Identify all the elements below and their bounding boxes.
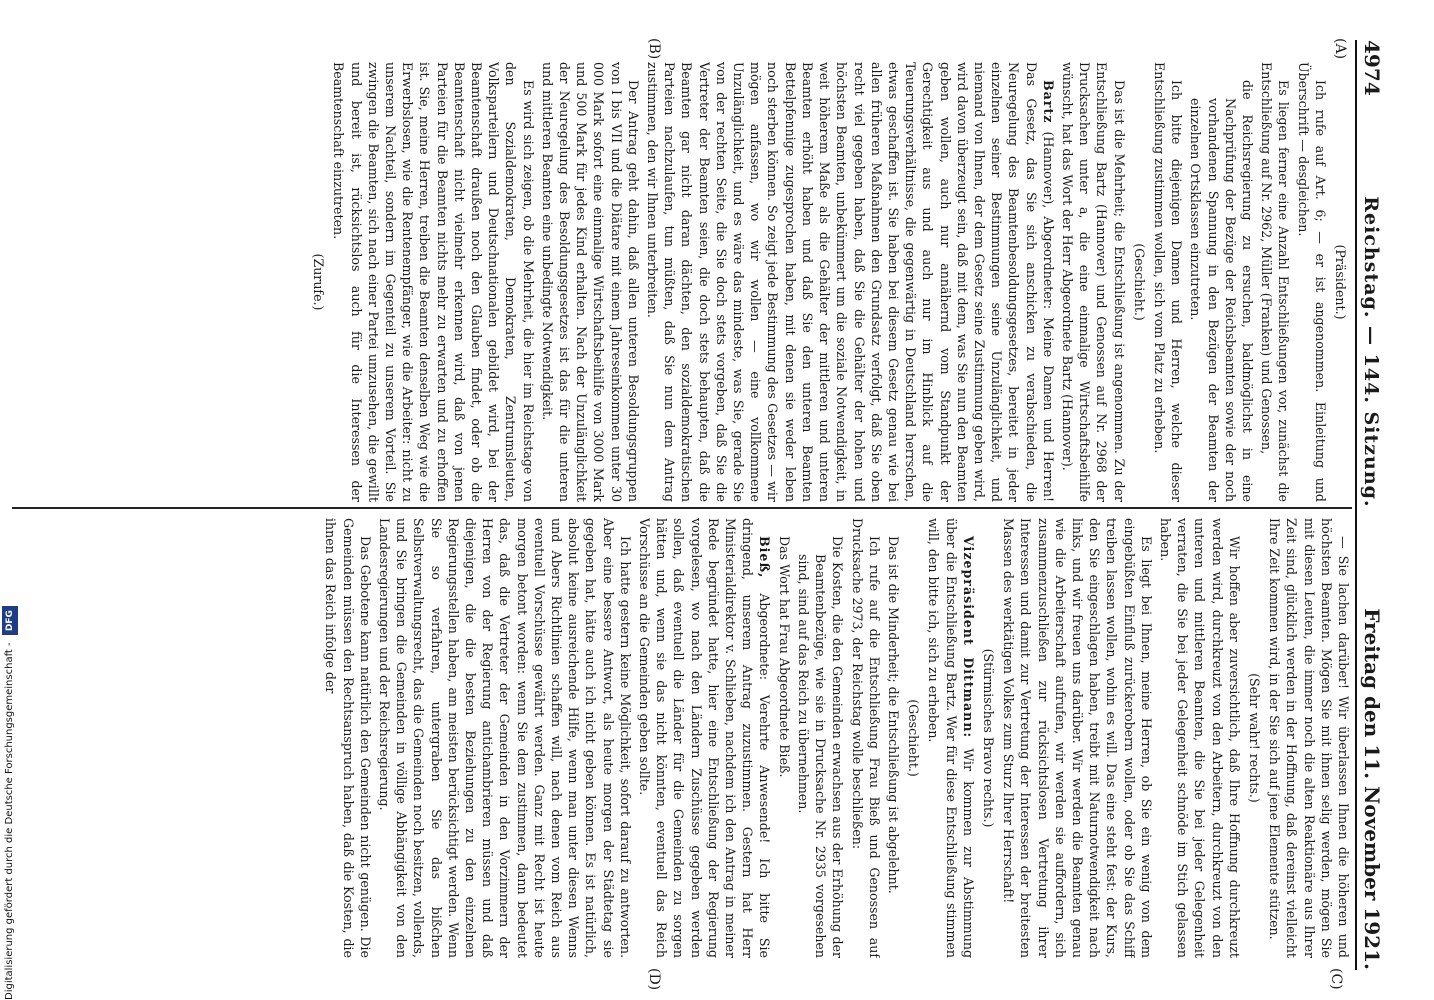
stage-direction: (Geschieht.) xyxy=(1131,243,1147,321)
right-column xyxy=(22,518,1352,958)
page-number: 4974 xyxy=(1360,40,1384,96)
left-column xyxy=(22,62,1352,502)
body-paragraph: Ich rufe auf Art. 6; — er ist angenommen. Einleitung und Überschrift — desgleichen. xyxy=(1295,62,1328,502)
margin-marker-b: (B) xyxy=(646,38,662,60)
speaker-name: Bieß, xyxy=(757,536,773,579)
body-paragraph: — Sie lachen darüber! Wir überlassen Ihnen die höheren und höchsten Beamten. Mögen Sie mit ihnen selig werden, mögen Sie mit diesen Leuten, die immer noch die alten Reaktionäre aus Ihrer Zeit sind, glücklich werden in der Hoffnung, daß dereinst vielleicht Ihre Zeit kommen wird, in der Sie sich auf jene Elemente stützen. xyxy=(1267,518,1351,958)
speaker-name: Vizepräsident Dittmann: xyxy=(960,536,976,739)
margin-marker-a: (A) xyxy=(1332,38,1348,60)
motion-text: Die Kosten, die den Gemeinden erwachsen aus der Erhöhung der Beamtenbezüge, wie sie in Drucksache Nr. 2935 vorgesehen sind, sind auf das Reich zu übernehmen. xyxy=(795,536,846,958)
motion-text: die Reichsregierung zu ersuchen, baldmöglichst in eine Nachprüfung der Bezüge der Reichsbeamten sowie der noch vorhandenen Spannung in den Bezügen der Beamten der einzelnen Ortsklassen einzutreten. xyxy=(1188,80,1255,502)
stage-direction: (Stürmisches Bravo rechts.) xyxy=(980,648,996,828)
body-paragraph: Ich bitte diejenigen Damen und Herren, welche dieser Entschließung zustimmen wollen, sich vom Platz zu erheben. xyxy=(1151,62,1185,502)
speech-paragraph xyxy=(644,62,1057,502)
body-paragraph: Wir hoffen aber zuversichtlich, daß Ihre Hoffnung durchkreuzt werden wird, durchkreuzt von den Arbeitern, durchkreuzt von den unteren und mittleren Beamten, die Sie bei jeder Gelegenheit verraten, die Sie bei jeder Gelegenheit schnöde im Stich gelassen haben. xyxy=(1157,518,1242,958)
speaker-name: Bartz xyxy=(1040,80,1056,124)
body-paragraph: Das ist die Mehrheit; die Entschließung ist angenommen. Zu der Entschließung Bartz (Hannover) und Genossen auf Nr. 2968 der Drucksachen unter a, die eine einmalige Wirtschaftsbeihilfe wünscht, hat das Wort der Herr Abgeordnete Bartz (Hannover). xyxy=(1059,62,1127,502)
page-header xyxy=(1355,40,1390,970)
body-paragraph: Der Antrag geht dahin, daß allen unteren Besoldungsgruppen von I bis VII und die Diätare mit einem Jahreseinkommen unter 30 000 Mark sofort eine einmalige Wirtschaftsbeihilfe von 3000 Mark und 500 Mark für jedes Kind erhalten. Nach der Unzulänglichkeit der Neuregelung des Besoldungsgesetzes ist das für die unteren und mittleren Beamten eine unbedingte Notwendigkeit. xyxy=(539,62,641,502)
body-paragraph: Ich hatte gestern keine Möglichkeit, sofort darauf zu antworten. Aber eine bessere Antwort, als heute morgen der Städtetag sie gegeben hat, hätte auch ich nicht geben können. Es ist natürlich, absolut keine ausreichende Hilfe, wenn man unter diesen Wenns und Abers Richtlinien schaffen will, nach denen vom Reich aus eventuell Vorschüsse gewährt werden. Ganz mit Recht ist heute morgen betont worden: wenn Sie dem zustimmen, dann bedeutet das, daß die Vertreter der Gemeinden in den Vorzimmern der Herren von der Regierung antichambrieren müssen und daß diejenigen, die die besten Beziehungen zu den einzelnen Regierungsstellen haben, am meisten berücksichtigt werden. Wenn Sie so verfahren, untergraben Sie das bißchen Selbstverwaltungsrecht, das die Gemeinden noch besitzen, vollends, und Sie bringen die Gemeinden in völlige Abhängigkeit von den Landesregierungen und der Reichsregierung. xyxy=(377,518,633,958)
speech-paragraph xyxy=(925,518,977,958)
speech-text: (Hannover), Abgeordneter: Meine Damen und Herren! Das Gesetz, das Sie sich anschicken zu verabschieden, die Neuregelung des Beamtenbesoldungsgesetzes, bereitet in jeder einzelnen seiner Bestimmungen seine Unzulänglichkeit, und niemand von Ihnen, der dem Gesetz seine Zustimmung geben wird, wird davon überzeugt sein, daß mit dem, was Sie nun den Beamten geben wollen, auch nur annähernd vom Standpunkt der Gerechtigkeit aus und auch nur im Hinblick auf die Teuerungsverhältnisse, die gegenwärtig in Deutschland herrschen, etwas geschaffen ist. Sie haben bei diesem Gesetz genau wie bei allen früheren Maßnahmen den Grundsatz verfolgt, daß Sie oben recht viel gegeben haben, daß Sie die Gehälter der hohen und höchsten Beamten, unbekümmert um die soziale Notwendigkeit, in weit höherem Maße als die Gehälter der mittleren und unteren Beamten erhöht haben und daß Sie den unteren Beamten Bettelpfennige zugesprochen haben, mit denen sie weder leben noch sterben können. So zeigt jede Bestimmung des Gesetzes — wir mögen anfassen, wo wir wollen — eine vollkommene Unzulänglichkeit, und es wäre das mindeste, was Sie, gerade Sie von der rechten Seite, die Sie doch stets vorgeben, daß Sie die Vertreter der Beamten seien, die doch stets behaupten, daß die Beamten gar nicht daran dächten, den sozialdemokratischen Parteien nachzulaufen, tun müßten, daß Sie nun dem Antrag zustimmen, den wir Ihnen unterbreiten. xyxy=(645,62,1056,502)
stage-direction: (Sehr wahr! rechts.) xyxy=(1246,673,1262,803)
footer-credit-text: Digitalisierung gefördert durch die Deutsche Forschungsgemeinschaft - xyxy=(4,642,15,1000)
body-paragraph: Das Gebotene kann natürlich den Gemeinden nicht genügen. Die Gemeinden müssen den Rechtsanspruch haben, daß die Kosten, die ihnen das Reich infolge der xyxy=(323,518,373,958)
body-paragraph: Es liegen ferner eine Anzahl Entschließungen vor, zunächst die Entschließung auf Nr. 2962, Müller (Franken) und Genossen, xyxy=(1259,62,1292,502)
session-title: Reichstag. — 144. Sitzung. xyxy=(1360,196,1382,508)
body-paragraph: Das ist die Minderheit; die Entschließung ist abgelehnt. xyxy=(885,536,901,894)
footer xyxy=(2,0,22,1000)
stage-direction: (Geschieht.) xyxy=(906,699,922,777)
session-date: Freitag den 11. November 1921. xyxy=(1360,608,1384,970)
footer-credit xyxy=(2,20,18,1000)
margin-marker-d: (D) xyxy=(646,968,662,991)
speech-text: Wir kommen zur Abstimmung über die Entschließung Bartz. Wer für diese Entschließung stimmen will, den bitte ich, sich zu erheben. xyxy=(926,518,976,958)
speech-text: Abgeordnete: Verehrte Anwesende! Ich bitte Sie dringend, unserem Antrag zuzustimmen. Gestern hat Herr Ministerialdirektor v. Schlieben, nachdem ich den Antrag in meiner Rede begründet hatte, hier eine Entschließung der Regierung vorgelesen, wo nach den Ländern Zuschüsse gegeben werden sollen, daß eventuell die Länder für die Gemeinden zu sorgen hätten und, wenn sie das nicht könnten, eventuell das Reich Vorschüsse an die Gemeinden geben sollte. xyxy=(637,518,773,958)
dfg-logo-icon: DFG xyxy=(2,606,18,635)
margin-marker-c: (C) xyxy=(1328,968,1344,990)
body-paragraph: Das Wort hat Frau Abgeordnete Bieß. xyxy=(776,536,792,778)
stage-direction: (Präsident.) xyxy=(1333,244,1348,320)
speech-paragraph xyxy=(636,518,774,958)
body-paragraph: Es wird sich zeigen, ob die Mehrheit, die hier im Reichstage von den Sozialdemokraten, Demokraten, Zentrumsleuten, Volksparteilern und Deutschnationalen gebildet wird, bei der Beamtenschaft draußen noch den Glauben findet, oder ob die Beamtenschaft nicht vielmehr erkennen wird, daß von jenen Parteien für die Beamten nichts mehr zu erwarten und zu erhoffen ist. Sie, meine Herren, treiben die Beamten denselben Weg wie die Erwerbslosen, wie die Rentenempfänger, wie die Arbeiter: nicht zu unserem Nachteil, sondern im Gegenteil zu unserem Vorteil. Sie zwingen die Beamten, sich nach einer Partei umzusehen, die gewillt und bereit ist, rücksichtslos auch für die Interessen der Beamtenschaft einzutreten. xyxy=(331,62,536,502)
body-paragraph: Ich rufe auf die Entschließung Frau Bieß und Genossen auf Drucksache 2973, der Reichstag wolle beschließen: xyxy=(849,518,882,958)
stage-direction: (Zurufe.) xyxy=(311,253,327,311)
column-divider xyxy=(12,507,1352,509)
body-paragraph: Es liegt bei Ihnen, meine Herren, ob Sie ein wenig von dem eingebüßten Einfluß zurückerobern wollen, oder ob Sie das Schiff treiben lassen wollen, wohin es will. Das eine steht fest: der Kurs, den Sie eingeschlagen haben, treibt mit Naturnotwendigkeit nach links, und wir freuen uns darüber. Wir werden die Beamten genau wie die Arbeiterschaft aufrufen, wir werden sie auffordern, sich zusammenzuschließen zur rücksichtslosen Vertretung ihrer Interessen und damit zur Vertretung der Interessen der breitesten Massen des werktätigen Volkes zum Sturz Ihrer Herrschaft! xyxy=(1001,518,1154,958)
